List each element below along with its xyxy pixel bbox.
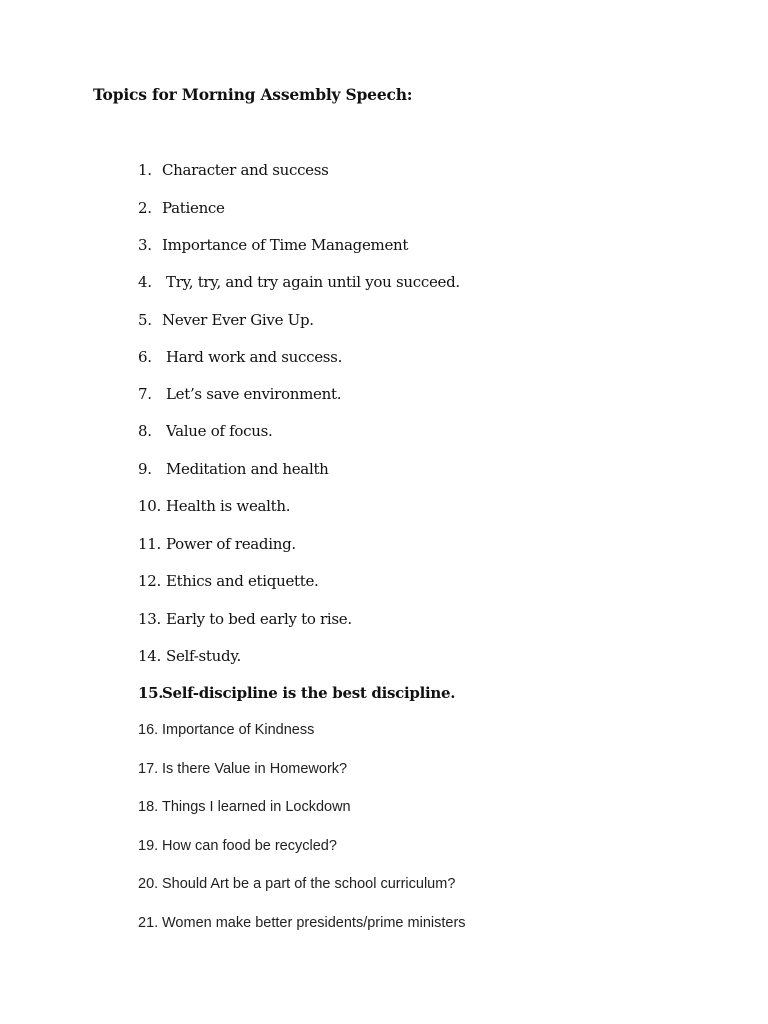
- list-item: [138, 915, 466, 931]
- list-item-number: 21.: [138, 915, 159, 931]
- list-item-text: Health is wealth.: [166, 497, 291, 515]
- list-item: [138, 647, 241, 665]
- list-item-text: Try, try, and try again until you succeed.: [166, 273, 460, 291]
- list-item-number: 20.: [138, 876, 159, 892]
- list-item: [138, 422, 272, 440]
- list-item-text: Character and success: [162, 161, 329, 179]
- list-item-text: Ethics and etiquette.: [166, 572, 319, 590]
- list-item-number: 15.: [138, 684, 164, 702]
- list-item: [138, 684, 455, 702]
- list-item: [138, 273, 460, 291]
- list-item-number: 9.: [138, 460, 152, 478]
- list-item-text: Patience: [162, 199, 225, 217]
- list-item: [138, 761, 347, 777]
- list-item-number: 12.: [138, 572, 161, 590]
- list-item-number: 11.: [138, 535, 161, 553]
- list-item-number: 7.: [138, 385, 152, 403]
- list-item-number: 18.: [138, 799, 159, 815]
- list-item-text: Never Ever Give Up.: [162, 311, 314, 329]
- list-item: [138, 535, 296, 553]
- list-item-number: 8.: [138, 422, 152, 440]
- list-item-text: Power of reading.: [166, 535, 296, 553]
- list-item: [138, 722, 314, 738]
- list-item: [138, 161, 329, 179]
- list-item-text: Is there Value in Homework?: [162, 761, 348, 777]
- list-item-number: 19.: [138, 838, 159, 854]
- list-item: [138, 348, 342, 366]
- list-item: [138, 199, 225, 217]
- list-item-text: Women make better presidents/prime ministers: [162, 915, 466, 931]
- list-item: [138, 311, 314, 329]
- list-item-text: Self-discipline is the best discipline.: [162, 684, 456, 702]
- list-item: [138, 236, 408, 254]
- list-item-text: How can food be recycled?: [162, 838, 337, 854]
- list-item-text: Things I learned in Lockdown: [162, 799, 351, 815]
- list-item-text: Let’s save environment.: [166, 385, 342, 403]
- list-item-text: Self-study.: [166, 647, 241, 665]
- list-item-number: 16.: [138, 722, 159, 738]
- page-title: Topics for Morning Assembly Speech:: [93, 85, 413, 104]
- list-item-text: Early to bed early to rise.: [166, 610, 352, 628]
- list-item-number: 2.: [138, 199, 152, 217]
- list-item-text: Importance of Time Management: [162, 236, 409, 254]
- list-item-number: 14.: [138, 647, 161, 665]
- list-item-number: 10.: [138, 497, 161, 515]
- list-item-text: Importance of Kindness: [162, 722, 315, 738]
- list-item: [138, 460, 329, 478]
- list-item-text: Should Art be a part of the school curriculum?: [162, 876, 456, 892]
- list-item-number: 4.: [138, 273, 152, 291]
- list-item-text: Hard work and success.: [166, 348, 343, 366]
- list-item: [138, 838, 337, 854]
- list-item: [138, 497, 290, 515]
- list-item-number: 6.: [138, 348, 152, 366]
- list-item: [138, 385, 341, 403]
- list-item: [138, 876, 455, 892]
- list-item-number: 5.: [138, 311, 152, 329]
- list-item-number: 1.: [138, 161, 152, 179]
- list-item: [138, 610, 352, 628]
- list-item-text: Meditation and health: [166, 460, 329, 478]
- list-item-text: Value of focus.: [166, 422, 273, 440]
- list-item: [138, 799, 351, 815]
- list-item-number: 17.: [138, 761, 159, 777]
- list-item: [138, 572, 319, 590]
- list-item-number: 3.: [138, 236, 152, 254]
- list-item-number: 13.: [138, 610, 161, 628]
